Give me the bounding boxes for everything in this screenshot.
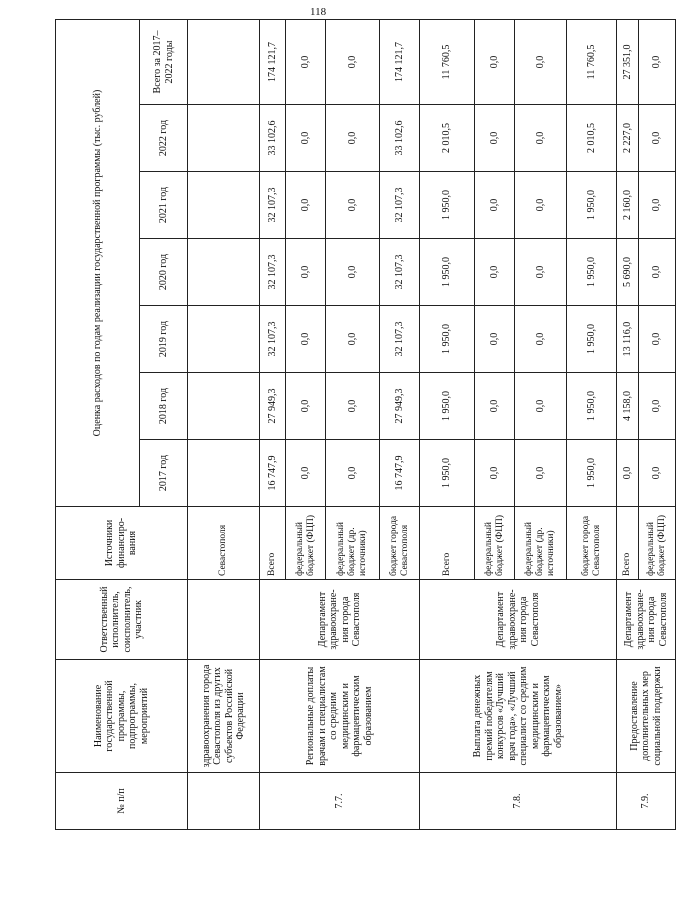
cell-num: 7.8. (420, 773, 617, 830)
cell-value: 0,0 (475, 440, 515, 507)
cell-value: 0,0 (639, 306, 676, 373)
cell-value: 0,0 (515, 172, 567, 239)
cell-value: 0,0 (326, 306, 380, 373)
cell-value: 0,0 (326, 172, 380, 239)
cell-value: 0,0 (515, 239, 567, 306)
cell-value: 33 102,6 (260, 105, 286, 172)
header-num: № п/п (56, 773, 188, 830)
cell-value: 0,0 (515, 105, 567, 172)
cell-value: 32 107,3 (380, 239, 420, 306)
cell-value: 1 950,0 (420, 440, 475, 507)
cell-value: 16 747,9 (260, 440, 286, 507)
cell-value: 0,0 (475, 19, 515, 104)
cell-value: 32 107,3 (380, 172, 420, 239)
cell-value: 0,0 (515, 306, 567, 373)
cell-responsible: Департамент здравоохране-ния города Севастополя (617, 580, 676, 660)
cell-value: 0,0 (475, 373, 515, 440)
cell-value: 0,0 (286, 239, 326, 306)
cell-value: 0,0 (617, 440, 639, 507)
table-row (420, 19, 475, 829)
cell-value: 0,0 (639, 239, 676, 306)
cell-source: бюджет города Севастополя (380, 507, 420, 580)
cell-value: 0,0 (326, 373, 380, 440)
cell-source: Севастополя (188, 507, 260, 580)
cell-name: здравоохранения города Севастополя из других субъектов Российской Федерации (188, 660, 260, 773)
cell-value: 2 010,5 (567, 105, 617, 172)
cell-value: 0,0 (326, 239, 380, 306)
cell-value: 0,0 (286, 440, 326, 507)
cell-value: 0,0 (326, 105, 380, 172)
cell-value: 0,0 (286, 373, 326, 440)
cell-value: 2 160,0 (617, 172, 639, 239)
cell-value: 1 950,0 (420, 172, 475, 239)
cell-value: 0,0 (475, 105, 515, 172)
cell-value: 0,0 (515, 19, 567, 104)
cell-source: федеральный бюджет (ФЦП) (286, 507, 326, 580)
table-row (188, 19, 260, 829)
cell-responsible: Департамент здравоохране-ния города Севастополя (420, 580, 617, 660)
cell-num: 7.9. (617, 773, 676, 830)
cell-source: бюджет города Севастополя (567, 507, 617, 580)
cell-value: 32 107,3 (260, 239, 286, 306)
cell-source: федеральный бюджет (ФЦП) (639, 507, 676, 580)
cell-value: 0,0 (475, 306, 515, 373)
header-year: 2021 год (140, 172, 188, 239)
cell-value: 0,0 (286, 172, 326, 239)
cell-value: 5 690,0 (617, 239, 639, 306)
header-expense-title: Оценка расходов по годам реализации государственной программы (тыс. рублей) (56, 19, 140, 506)
cell-value: 27 949,3 (380, 373, 420, 440)
header-name: Наименование государственной программы, подпрограммы, мероприятий (56, 660, 188, 773)
cell-value: 174 121,7 (260, 19, 286, 104)
cell-value: 0,0 (639, 19, 676, 104)
cell-value: 0,0 (286, 19, 326, 104)
cell-responsible: Департамент здравоохране-ния города Севастополя (260, 580, 420, 660)
cell-responsible (188, 580, 260, 660)
header-year: 2019 год (140, 306, 188, 373)
table-row (617, 19, 639, 829)
table-row (260, 19, 286, 829)
header-year-total: Всего за 2017–2022 годы (140, 19, 188, 104)
cell-value: 2 010,5 (420, 105, 475, 172)
cell-value: 4 158,0 (617, 373, 639, 440)
cell-name: Региональные доплаты врачам и специалистам со средним медицинским и фармацевтическим образованием (260, 660, 420, 773)
cell-source: Всего (260, 507, 286, 580)
rotated-page (55, 20, 669, 830)
cell-value: 1 950,0 (567, 373, 617, 440)
cell-value: 0,0 (475, 239, 515, 306)
cell-value: 1 950,0 (567, 306, 617, 373)
cell-source: федеральный бюджет (ФЦП) (475, 507, 515, 580)
cell-value: 0,0 (475, 172, 515, 239)
header-source: Источники финансиро-вания (56, 507, 188, 580)
cell-value: 0,0 (639, 373, 676, 440)
cell-value: 0,0 (639, 440, 676, 507)
cell-value: 1 950,0 (567, 239, 617, 306)
cell-value: 13 116,0 (617, 306, 639, 373)
page-number: 118 (310, 6, 327, 18)
cell-value: 1 950,0 (567, 172, 617, 239)
cell-value: 27 949,3 (260, 373, 286, 440)
cell-value: 32 107,3 (260, 306, 286, 373)
cell-source: федеральный бюджет (др. источники) (326, 507, 380, 580)
cell-value: 0,0 (326, 440, 380, 507)
cell-name: Выплата денежных премий победителям конкурсов «Лучший врач года», «Лучший специалист со средним медицинским и фармацевтическим образованием» (420, 660, 617, 773)
cell-value: 0,0 (639, 105, 676, 172)
cell-value: 0,0 (286, 105, 326, 172)
cell-num (188, 773, 260, 830)
cell-value: 1 950,0 (420, 239, 475, 306)
cell-value: 0,0 (515, 373, 567, 440)
cell-value: 32 107,3 (380, 306, 420, 373)
cell-value: 1 950,0 (420, 306, 475, 373)
cell-value: 0,0 (639, 172, 676, 239)
header-year: 2022 год (140, 105, 188, 172)
header-year: 2017 год (140, 440, 188, 507)
cell-value: 32 107,3 (260, 172, 286, 239)
header-responsible: Ответственный исполнитель, соисполнитель, участник (56, 580, 188, 660)
cell-value: 1 950,0 (567, 440, 617, 507)
cell-value: 0,0 (286, 306, 326, 373)
cell-name: Предоставление дополнительных мер социальной поддержки (617, 660, 676, 773)
cell-value: 2 227,0 (617, 105, 639, 172)
cell-source: Всего (617, 507, 639, 580)
cell-value: 174 121,7 (380, 19, 420, 104)
cell-value: 11 760,5 (420, 19, 475, 104)
cell-value: 33 102,6 (380, 105, 420, 172)
budget-table (55, 19, 676, 830)
cell-source: Всего (420, 507, 475, 580)
cell-value: 0,0 (515, 440, 567, 507)
cell-num: 7.7. (260, 773, 420, 830)
cell-value: 1 950,0 (420, 373, 475, 440)
cell-value: 0,0 (326, 19, 380, 104)
cell-value: 16 747,9 (380, 440, 420, 507)
cell-source: федеральный бюджет (др. источники) (515, 507, 567, 580)
header-year: 2018 год (140, 373, 188, 440)
cell-value: 27 351,0 (617, 19, 639, 104)
header-year: 2020 год (140, 239, 188, 306)
cell-value: 11 760,5 (567, 19, 617, 104)
